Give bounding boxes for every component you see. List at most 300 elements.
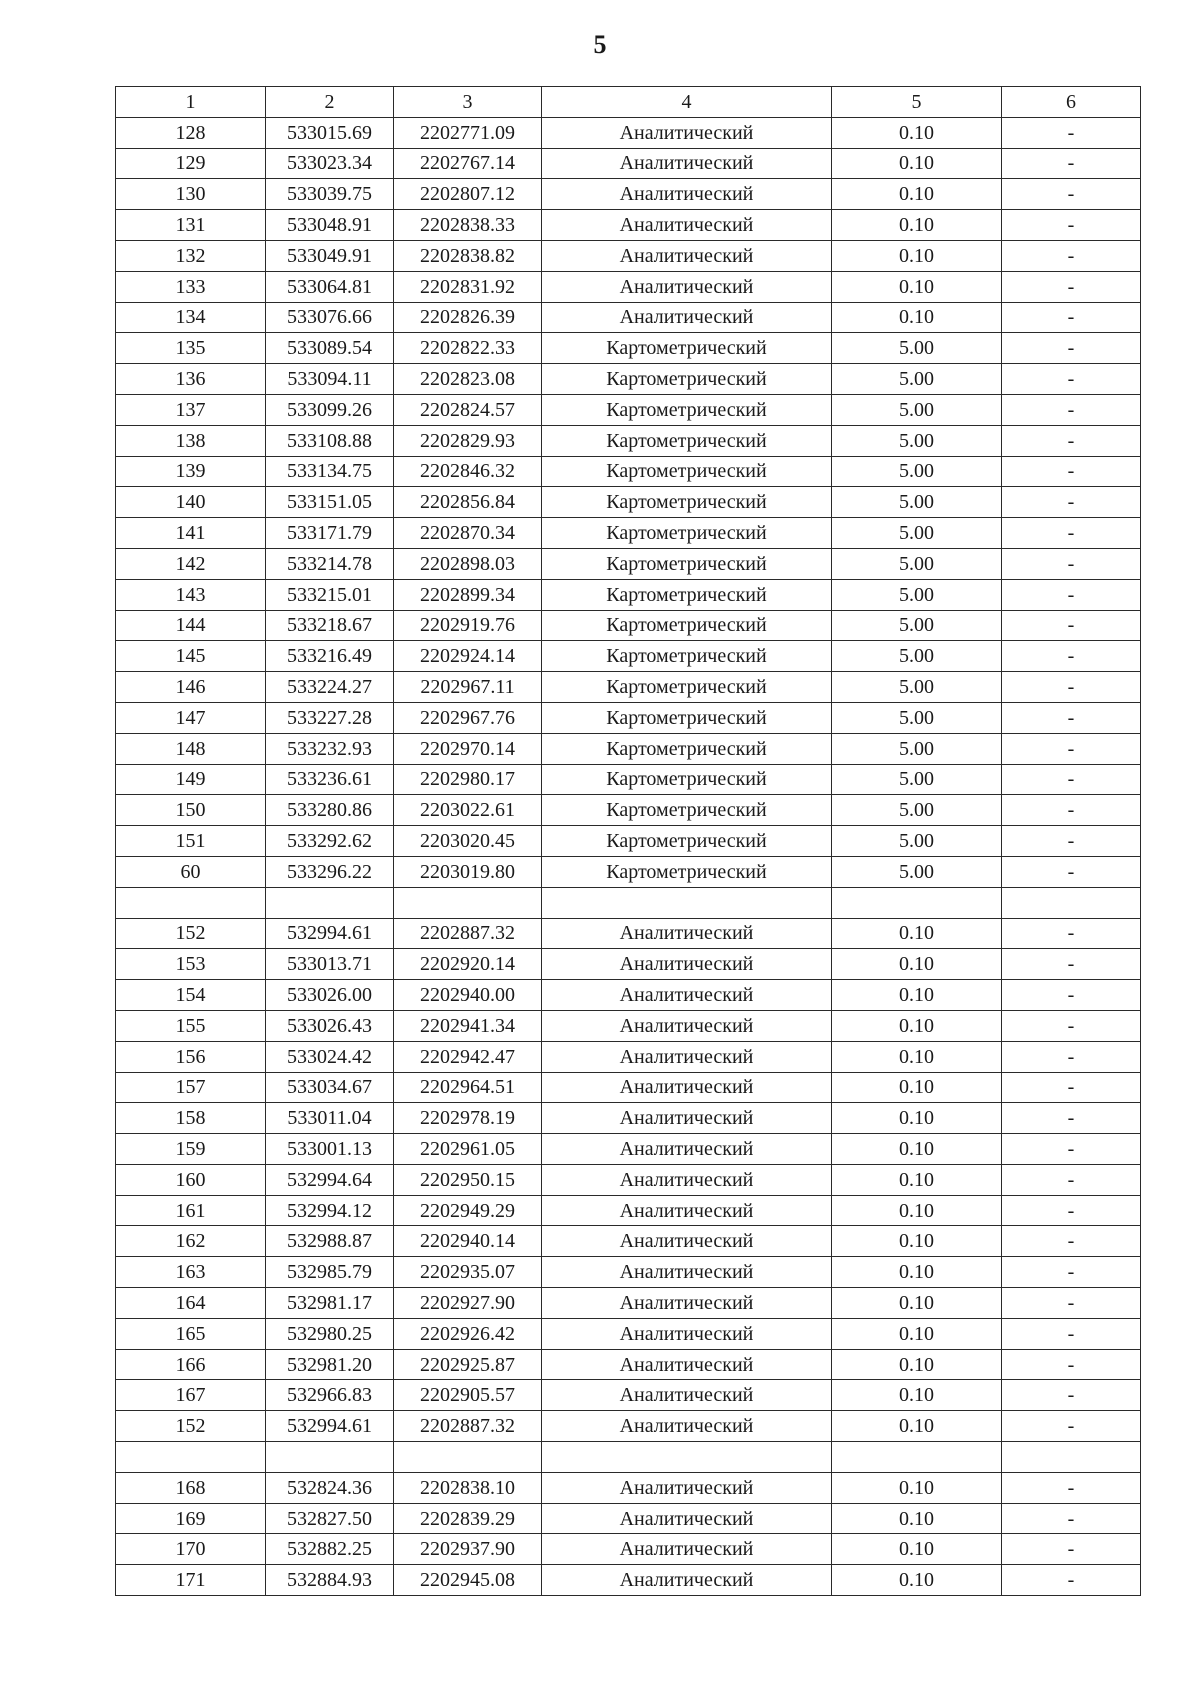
method-cell: Картометрический bbox=[542, 548, 832, 579]
y-coordinate-cell: 2202839.29 bbox=[394, 1503, 542, 1534]
note-cell: - bbox=[1002, 1349, 1141, 1380]
accuracy-cell: 0.10 bbox=[832, 240, 1002, 271]
y-coordinate-cell: 2202838.33 bbox=[394, 210, 542, 241]
note-cell: - bbox=[1002, 487, 1141, 518]
accuracy-cell: 0.10 bbox=[832, 1072, 1002, 1103]
y-coordinate-cell: 2202967.76 bbox=[394, 702, 542, 733]
point-number-cell: 152 bbox=[116, 918, 266, 949]
accuracy-cell: 0.10 bbox=[832, 1164, 1002, 1195]
accuracy-cell: 5.00 bbox=[832, 856, 1002, 887]
x-coordinate-cell: 533089.54 bbox=[266, 333, 394, 364]
x-coordinate-cell: 533296.22 bbox=[266, 856, 394, 887]
y-coordinate-cell: 2202898.03 bbox=[394, 548, 542, 579]
table-row bbox=[116, 1226, 1141, 1257]
y-coordinate-cell: 2203022.61 bbox=[394, 795, 542, 826]
method-cell: Картометрический bbox=[542, 733, 832, 764]
accuracy-cell: 0.10 bbox=[832, 918, 1002, 949]
point-number-cell: 139 bbox=[116, 456, 266, 487]
method-cell: Картометрический bbox=[542, 518, 832, 549]
y-coordinate-cell: 2202964.51 bbox=[394, 1072, 542, 1103]
table-row bbox=[116, 887, 1141, 918]
table-row bbox=[116, 1349, 1141, 1380]
note-cell bbox=[1002, 887, 1141, 918]
y-coordinate-cell: 2202822.33 bbox=[394, 333, 542, 364]
x-coordinate-cell: 533015.69 bbox=[266, 117, 394, 148]
x-coordinate-cell: 532994.61 bbox=[266, 918, 394, 949]
method-cell: Аналитический bbox=[542, 1565, 832, 1596]
method-cell: Аналитический bbox=[542, 1134, 832, 1165]
x-coordinate-cell: 532994.64 bbox=[266, 1164, 394, 1195]
table-row bbox=[116, 271, 1141, 302]
accuracy-cell: 0.10 bbox=[832, 117, 1002, 148]
x-coordinate-cell: 533048.91 bbox=[266, 210, 394, 241]
accuracy-cell: 5.00 bbox=[832, 333, 1002, 364]
point-number-cell: 147 bbox=[116, 702, 266, 733]
table-row bbox=[116, 1288, 1141, 1319]
note-cell: - bbox=[1002, 1534, 1141, 1565]
method-cell: Аналитический bbox=[542, 1195, 832, 1226]
method-cell: Аналитический bbox=[542, 1472, 832, 1503]
accuracy-cell: 0.10 bbox=[832, 1257, 1002, 1288]
accuracy-cell: 0.10 bbox=[832, 1288, 1002, 1319]
x-coordinate-cell: 533218.67 bbox=[266, 610, 394, 641]
header-cell: 5 bbox=[832, 87, 1002, 118]
x-coordinate-cell: 533232.93 bbox=[266, 733, 394, 764]
point-number-cell: 163 bbox=[116, 1257, 266, 1288]
x-coordinate-cell: 533108.88 bbox=[266, 425, 394, 456]
note-cell: - bbox=[1002, 1072, 1141, 1103]
note-cell: - bbox=[1002, 333, 1141, 364]
point-number-cell: 144 bbox=[116, 610, 266, 641]
y-coordinate-cell: 2202838.82 bbox=[394, 240, 542, 271]
method-cell: Аналитический bbox=[542, 117, 832, 148]
y-coordinate-cell: 2202887.32 bbox=[394, 918, 542, 949]
table-row bbox=[116, 1534, 1141, 1565]
method-cell: Аналитический bbox=[542, 1534, 832, 1565]
point-number-cell bbox=[116, 887, 266, 918]
point-number-cell bbox=[116, 1442, 266, 1473]
table-row bbox=[116, 733, 1141, 764]
accuracy-cell: 5.00 bbox=[832, 733, 1002, 764]
note-cell: - bbox=[1002, 1318, 1141, 1349]
x-coordinate-cell: 533001.13 bbox=[266, 1134, 394, 1165]
method-cell: Аналитический bbox=[542, 949, 832, 980]
table-row bbox=[116, 1195, 1141, 1226]
accuracy-cell: 5.00 bbox=[832, 764, 1002, 795]
note-cell: - bbox=[1002, 364, 1141, 395]
table-row bbox=[116, 1072, 1141, 1103]
y-coordinate-cell: 2202899.34 bbox=[394, 579, 542, 610]
point-number-cell: 159 bbox=[116, 1134, 266, 1165]
table-row bbox=[116, 1565, 1141, 1596]
x-coordinate-cell: 533094.11 bbox=[266, 364, 394, 395]
method-cell: Аналитический bbox=[542, 1349, 832, 1380]
table-row bbox=[116, 1257, 1141, 1288]
x-coordinate-cell: 533216.49 bbox=[266, 641, 394, 672]
note-cell: - bbox=[1002, 1010, 1141, 1041]
x-coordinate-cell bbox=[266, 1442, 394, 1473]
note-cell: - bbox=[1002, 240, 1141, 271]
x-coordinate-cell: 532827.50 bbox=[266, 1503, 394, 1534]
note-cell: - bbox=[1002, 1472, 1141, 1503]
accuracy-cell: 0.10 bbox=[832, 302, 1002, 333]
x-coordinate-cell: 533280.86 bbox=[266, 795, 394, 826]
point-number-cell: 134 bbox=[116, 302, 266, 333]
note-cell: - bbox=[1002, 179, 1141, 210]
x-coordinate-cell: 532988.87 bbox=[266, 1226, 394, 1257]
method-cell: Картометрический bbox=[542, 456, 832, 487]
accuracy-cell: 5.00 bbox=[832, 795, 1002, 826]
y-coordinate-cell: 2202978.19 bbox=[394, 1103, 542, 1134]
point-number-cell: 151 bbox=[116, 826, 266, 857]
x-coordinate-cell: 532824.36 bbox=[266, 1472, 394, 1503]
accuracy-cell: 0.10 bbox=[832, 1411, 1002, 1442]
y-coordinate-cell: 2203020.45 bbox=[394, 826, 542, 857]
method-cell: Аналитический bbox=[542, 1318, 832, 1349]
accuracy-cell: 0.10 bbox=[832, 148, 1002, 179]
accuracy-cell: 5.00 bbox=[832, 364, 1002, 395]
note-cell: - bbox=[1002, 1226, 1141, 1257]
point-number-cell: 168 bbox=[116, 1472, 266, 1503]
point-number-cell: 143 bbox=[116, 579, 266, 610]
accuracy-cell: 5.00 bbox=[832, 518, 1002, 549]
y-coordinate-cell: 2202925.87 bbox=[394, 1349, 542, 1380]
note-cell: - bbox=[1002, 148, 1141, 179]
accuracy-cell: 5.00 bbox=[832, 425, 1002, 456]
accuracy-cell: 0.10 bbox=[832, 949, 1002, 980]
point-number-cell: 140 bbox=[116, 487, 266, 518]
table-row bbox=[116, 1164, 1141, 1195]
note-cell: - bbox=[1002, 425, 1141, 456]
table-row bbox=[116, 702, 1141, 733]
point-number-cell: 156 bbox=[116, 1041, 266, 1072]
accuracy-cell: 5.00 bbox=[832, 579, 1002, 610]
method-cell: Картометрический bbox=[542, 610, 832, 641]
note-cell: - bbox=[1002, 210, 1141, 241]
y-coordinate-cell: 2202945.08 bbox=[394, 1565, 542, 1596]
x-coordinate-cell: 532994.12 bbox=[266, 1195, 394, 1226]
note-cell: - bbox=[1002, 918, 1141, 949]
table-row bbox=[116, 456, 1141, 487]
x-coordinate-cell: 532981.20 bbox=[266, 1349, 394, 1380]
note-cell: - bbox=[1002, 394, 1141, 425]
x-coordinate-cell: 533134.75 bbox=[266, 456, 394, 487]
y-coordinate-cell: 2202980.17 bbox=[394, 764, 542, 795]
header-cell: 3 bbox=[394, 87, 542, 118]
method-cell: Аналитический bbox=[542, 1257, 832, 1288]
page-number: 5 bbox=[593, 30, 607, 59]
method-cell: Аналитический bbox=[542, 1380, 832, 1411]
x-coordinate-cell: 533099.26 bbox=[266, 394, 394, 425]
method-cell: Аналитический bbox=[542, 980, 832, 1011]
point-number-cell: 166 bbox=[116, 1349, 266, 1380]
accuracy-cell: 5.00 bbox=[832, 610, 1002, 641]
table-row bbox=[116, 302, 1141, 333]
y-coordinate-cell: 2202870.34 bbox=[394, 518, 542, 549]
note-cell: - bbox=[1002, 1503, 1141, 1534]
method-cell: Аналитический bbox=[542, 1288, 832, 1319]
point-number-cell: 150 bbox=[116, 795, 266, 826]
x-coordinate-cell: 533292.62 bbox=[266, 826, 394, 857]
table-row bbox=[116, 179, 1141, 210]
y-coordinate-cell: 2202920.14 bbox=[394, 949, 542, 980]
note-cell: - bbox=[1002, 1041, 1141, 1072]
point-number-cell: 129 bbox=[116, 148, 266, 179]
y-coordinate-cell: 2202924.14 bbox=[394, 641, 542, 672]
table-row bbox=[116, 1134, 1141, 1165]
table-row bbox=[116, 1041, 1141, 1072]
table-row bbox=[116, 548, 1141, 579]
y-coordinate-cell: 2202829.93 bbox=[394, 425, 542, 456]
method-cell: Картометрический bbox=[542, 764, 832, 795]
method-cell: Картометрический bbox=[542, 333, 832, 364]
accuracy-cell: 0.10 bbox=[832, 1349, 1002, 1380]
x-coordinate-cell: 533151.05 bbox=[266, 487, 394, 518]
x-coordinate-cell: 533236.61 bbox=[266, 764, 394, 795]
point-number-cell: 157 bbox=[116, 1072, 266, 1103]
accuracy-cell: 5.00 bbox=[832, 641, 1002, 672]
note-cell: - bbox=[1002, 1103, 1141, 1134]
table-row bbox=[116, 240, 1141, 271]
method-cell bbox=[542, 1442, 832, 1473]
accuracy-cell: 0.10 bbox=[832, 1472, 1002, 1503]
accuracy-cell: 0.10 bbox=[832, 980, 1002, 1011]
y-coordinate-cell: 2202771.09 bbox=[394, 117, 542, 148]
y-coordinate-cell: 2202941.34 bbox=[394, 1010, 542, 1041]
note-cell: - bbox=[1002, 1380, 1141, 1411]
accuracy-cell: 0.10 bbox=[832, 1318, 1002, 1349]
table-row bbox=[116, 641, 1141, 672]
note-cell: - bbox=[1002, 826, 1141, 857]
point-number-cell: 153 bbox=[116, 949, 266, 980]
y-coordinate-cell: 2202919.76 bbox=[394, 610, 542, 641]
accuracy-cell bbox=[832, 887, 1002, 918]
accuracy-cell: 5.00 bbox=[832, 826, 1002, 857]
point-number-cell: 131 bbox=[116, 210, 266, 241]
point-number-cell: 165 bbox=[116, 1318, 266, 1349]
accuracy-cell: 0.10 bbox=[832, 1226, 1002, 1257]
x-coordinate-cell: 532966.83 bbox=[266, 1380, 394, 1411]
x-coordinate-cell: 532884.93 bbox=[266, 1565, 394, 1596]
table-row bbox=[116, 333, 1141, 364]
y-coordinate-cell: 2202807.12 bbox=[394, 179, 542, 210]
table-row bbox=[116, 148, 1141, 179]
x-coordinate-cell: 533011.04 bbox=[266, 1103, 394, 1134]
table-row bbox=[116, 949, 1141, 980]
point-number-cell: 164 bbox=[116, 1288, 266, 1319]
method-cell: Картометрический bbox=[542, 672, 832, 703]
accuracy-cell: 5.00 bbox=[832, 456, 1002, 487]
note-cell: - bbox=[1002, 1411, 1141, 1442]
y-coordinate-cell: 2202970.14 bbox=[394, 733, 542, 764]
table-row bbox=[116, 1411, 1141, 1442]
note-cell: - bbox=[1002, 1164, 1141, 1195]
method-cell: Аналитический bbox=[542, 240, 832, 271]
method-cell: Аналитический bbox=[542, 179, 832, 210]
table-body bbox=[116, 87, 1141, 1596]
method-cell: Аналитический bbox=[542, 210, 832, 241]
x-coordinate-cell: 533227.28 bbox=[266, 702, 394, 733]
method-cell: Аналитический bbox=[542, 302, 832, 333]
note-cell: - bbox=[1002, 733, 1141, 764]
accuracy-cell: 5.00 bbox=[832, 394, 1002, 425]
y-coordinate-cell: 2202927.90 bbox=[394, 1288, 542, 1319]
x-coordinate-cell bbox=[266, 887, 394, 918]
x-coordinate-cell: 533215.01 bbox=[266, 579, 394, 610]
table-row bbox=[116, 672, 1141, 703]
x-coordinate-cell: 532985.79 bbox=[266, 1257, 394, 1288]
point-number-cell: 155 bbox=[116, 1010, 266, 1041]
x-coordinate-cell: 532981.17 bbox=[266, 1288, 394, 1319]
y-coordinate-cell: 2202961.05 bbox=[394, 1134, 542, 1165]
note-cell: - bbox=[1002, 764, 1141, 795]
point-number-cell: 141 bbox=[116, 518, 266, 549]
header-cell: 4 bbox=[542, 87, 832, 118]
table-row bbox=[116, 980, 1141, 1011]
point-number-cell: 135 bbox=[116, 333, 266, 364]
table-row bbox=[116, 856, 1141, 887]
x-coordinate-cell: 533064.81 bbox=[266, 271, 394, 302]
header-cell: 1 bbox=[116, 87, 266, 118]
accuracy-cell: 0.10 bbox=[832, 210, 1002, 241]
method-cell: Аналитический bbox=[542, 1041, 832, 1072]
y-coordinate-cell: 2202926.42 bbox=[394, 1318, 542, 1349]
point-number-cell: 130 bbox=[116, 179, 266, 210]
accuracy-cell: 0.10 bbox=[832, 1195, 1002, 1226]
x-coordinate-cell: 533224.27 bbox=[266, 672, 394, 703]
accuracy-cell: 0.10 bbox=[832, 271, 1002, 302]
note-cell: - bbox=[1002, 271, 1141, 302]
x-coordinate-cell: 532882.25 bbox=[266, 1534, 394, 1565]
y-coordinate-cell: 2202856.84 bbox=[394, 487, 542, 518]
y-coordinate-cell: 2202949.29 bbox=[394, 1195, 542, 1226]
y-coordinate-cell: 2202940.00 bbox=[394, 980, 542, 1011]
y-coordinate-cell: 2202824.57 bbox=[394, 394, 542, 425]
accuracy-cell bbox=[832, 1442, 1002, 1473]
accuracy-cell: 5.00 bbox=[832, 702, 1002, 733]
y-coordinate-cell: 2202823.08 bbox=[394, 364, 542, 395]
y-coordinate-cell: 2202942.47 bbox=[394, 1041, 542, 1072]
y-coordinate-cell: 2202846.32 bbox=[394, 456, 542, 487]
point-number-cell: 128 bbox=[116, 117, 266, 148]
table-row bbox=[116, 518, 1141, 549]
method-cell: Аналитический bbox=[542, 1411, 832, 1442]
accuracy-cell: 0.10 bbox=[832, 1010, 1002, 1041]
point-number-cell: 60 bbox=[116, 856, 266, 887]
note-cell: - bbox=[1002, 1288, 1141, 1319]
note-cell: - bbox=[1002, 980, 1141, 1011]
x-coordinate-cell: 533049.91 bbox=[266, 240, 394, 271]
method-cell: Аналитический bbox=[542, 1503, 832, 1534]
y-coordinate-cell: 2202831.92 bbox=[394, 271, 542, 302]
accuracy-cell: 5.00 bbox=[832, 487, 1002, 518]
y-coordinate-cell: 2202905.57 bbox=[394, 1380, 542, 1411]
x-coordinate-cell: 532980.25 bbox=[266, 1318, 394, 1349]
point-number-cell: 169 bbox=[116, 1503, 266, 1534]
method-cell: Аналитический bbox=[542, 271, 832, 302]
note-cell: - bbox=[1002, 949, 1141, 980]
point-number-cell: 161 bbox=[116, 1195, 266, 1226]
table-row bbox=[116, 394, 1141, 425]
table-row bbox=[116, 610, 1141, 641]
accuracy-cell: 0.10 bbox=[832, 179, 1002, 210]
accuracy-cell: 0.10 bbox=[832, 1103, 1002, 1134]
point-number-cell: 132 bbox=[116, 240, 266, 271]
accuracy-cell: 5.00 bbox=[832, 548, 1002, 579]
x-coordinate-cell: 533026.00 bbox=[266, 980, 394, 1011]
header-cell: 2 bbox=[266, 87, 394, 118]
table-row bbox=[116, 1472, 1141, 1503]
note-cell bbox=[1002, 1442, 1141, 1473]
point-number-cell: 136 bbox=[116, 364, 266, 395]
point-number-cell: 167 bbox=[116, 1380, 266, 1411]
point-number-cell: 133 bbox=[116, 271, 266, 302]
method-cell: Картометрический bbox=[542, 702, 832, 733]
x-coordinate-cell: 533024.42 bbox=[266, 1041, 394, 1072]
y-coordinate-cell bbox=[394, 887, 542, 918]
table-row bbox=[116, 764, 1141, 795]
point-number-cell: 146 bbox=[116, 672, 266, 703]
y-coordinate-cell: 2202935.07 bbox=[394, 1257, 542, 1288]
y-coordinate-cell: 2202826.39 bbox=[394, 302, 542, 333]
note-cell: - bbox=[1002, 518, 1141, 549]
accuracy-cell: 0.10 bbox=[832, 1534, 1002, 1565]
x-coordinate-cell: 532994.61 bbox=[266, 1411, 394, 1442]
table-row bbox=[116, 487, 1141, 518]
x-coordinate-cell: 533171.79 bbox=[266, 518, 394, 549]
table-row bbox=[116, 210, 1141, 241]
x-coordinate-cell: 533013.71 bbox=[266, 949, 394, 980]
y-coordinate-cell: 2203019.80 bbox=[394, 856, 542, 887]
note-cell: - bbox=[1002, 1565, 1141, 1596]
y-coordinate-cell: 2202887.32 bbox=[394, 1411, 542, 1442]
point-number-cell: 160 bbox=[116, 1164, 266, 1195]
table-row bbox=[116, 1103, 1141, 1134]
y-coordinate-cell: 2202967.11 bbox=[394, 672, 542, 703]
note-cell: - bbox=[1002, 610, 1141, 641]
accuracy-cell: 0.10 bbox=[832, 1134, 1002, 1165]
y-coordinate-cell: 2202838.10 bbox=[394, 1472, 542, 1503]
method-cell: Аналитический bbox=[542, 918, 832, 949]
point-number-cell: 148 bbox=[116, 733, 266, 764]
note-cell: - bbox=[1002, 672, 1141, 703]
note-cell: - bbox=[1002, 456, 1141, 487]
note-cell: - bbox=[1002, 795, 1141, 826]
method-cell: Картометрический bbox=[542, 425, 832, 456]
accuracy-cell: 0.10 bbox=[832, 1041, 1002, 1072]
note-cell: - bbox=[1002, 702, 1141, 733]
note-cell: - bbox=[1002, 1134, 1141, 1165]
method-cell: Аналитический bbox=[542, 1226, 832, 1257]
table-row bbox=[116, 1503, 1141, 1534]
table-header-row bbox=[116, 87, 1141, 118]
method-cell bbox=[542, 887, 832, 918]
method-cell: Картометрический bbox=[542, 826, 832, 857]
method-cell: Картометрический bbox=[542, 579, 832, 610]
note-cell: - bbox=[1002, 117, 1141, 148]
y-coordinate-cell: 2202940.14 bbox=[394, 1226, 542, 1257]
table-row bbox=[116, 1442, 1141, 1473]
y-coordinate-cell: 2202950.15 bbox=[394, 1164, 542, 1195]
method-cell: Картометрический bbox=[542, 641, 832, 672]
point-number-cell: 145 bbox=[116, 641, 266, 672]
table-row bbox=[116, 1380, 1141, 1411]
point-number-cell: 170 bbox=[116, 1534, 266, 1565]
y-coordinate-cell: 2202937.90 bbox=[394, 1534, 542, 1565]
point-number-cell: 162 bbox=[116, 1226, 266, 1257]
x-coordinate-cell: 533214.78 bbox=[266, 548, 394, 579]
table-row bbox=[116, 364, 1141, 395]
